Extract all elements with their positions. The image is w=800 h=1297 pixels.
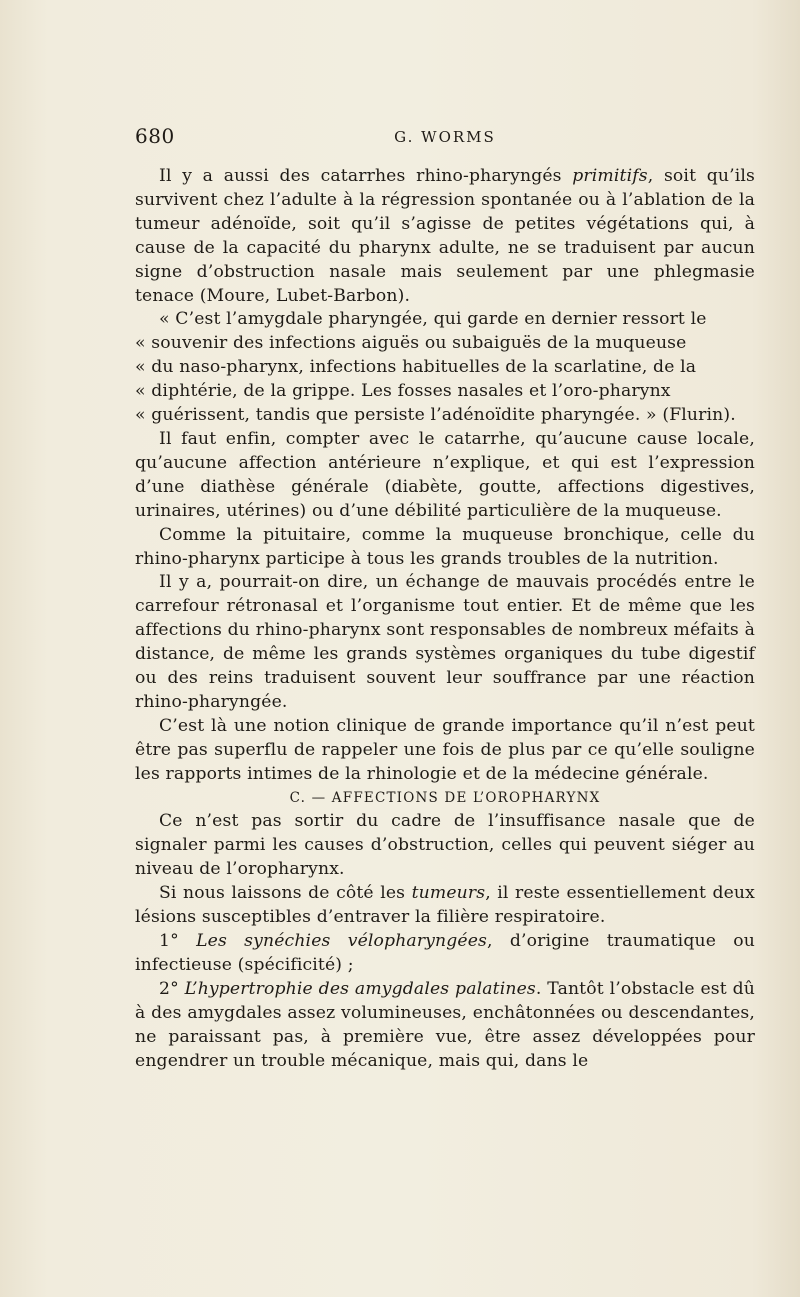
- paragraph: [135, 165, 755, 308]
- page-number: 680: [135, 124, 175, 148]
- quote-line: « souvenir des infections aiguës ou subaiguës de la muqueuse: [135, 333, 687, 354]
- quote-line: « guérissent, tandis que persiste l’adénoïdite pharyngée. » (Flurin).: [135, 405, 736, 426]
- text-run: . Tantôt l’obstacle est dû à des amygdales assez volumineuses, enchâtonnées ou descendantes, ne paraissant pas, à première vue, être assez développées pour engendrer un trouble mécanique, mais qui, dans le: [135, 978, 755, 1071]
- paragraph: Ce n’est pas sortir du cadre de l’insuffisance nasale que de signaler parmi les causes d’obstruction, celles qui peuvent siéger au niveau de l’oropharynx.: [135, 811, 755, 880]
- running-head: G. WORMS: [394, 128, 496, 146]
- text-run: Si nous laissons de côté les: [159, 883, 412, 904]
- quotation: [135, 308, 755, 428]
- paragraph: Il faut enfin, compter avec le catarrhe, qu’aucune cause locale, qu’aucune affection antérieure n’explique, et qui est l’expression d’une diathèse générale (diabète, goutte, affections digestives, urinaires, utérines) ou d’une débilité particulière de la muqueuse.: [135, 428, 755, 521]
- section-heading: C. — AFFECTIONS DE L’OROPHARYNX: [289, 789, 601, 806]
- text-run: Il y a aussi des catarrhes rhino-pharyngés: [159, 166, 573, 186]
- paragraph: C’est là une notion clinique de grande importance qu’il n’est peut être pas superflu de rappeler une fois de plus par ce qu’elle souligne les rapports intimes de la rhinologie et de la médecine générale.: [135, 715, 755, 784]
- list-item: [135, 930, 755, 978]
- text-run: , d’origine traumatique ou infectieuse (spécificité) ;: [135, 931, 755, 975]
- text-run: , il reste essentiellement deux lésions susceptibles d’entraver la filière respiratoire.: [135, 883, 755, 928]
- italic-term: tumeurs: [411, 883, 486, 904]
- quote-line: « du naso-pharynx, infections habituelles de la scarlatine, de la: [135, 357, 697, 378]
- page-header: [135, 124, 755, 154]
- paragraph: Il y a, pourrait-on dire, un échange de mauvais procédés entre le carrefour rétronasal et l’organisme tout entier. Et de même que les affections du rhino-pharynx sont responsables de nombreux méfaits à distance, de même les grands systèmes organiques du tube digestif ou des reins traduisent souvent leur souffrance par une réaction rhino-pharyngée.: [135, 572, 755, 712]
- italic-term: Les synéchies vélopharyngées: [196, 931, 488, 951]
- italic-term: L’hypertrophie des amygdales palatines: [184, 978, 536, 999]
- quote-line: « diphtérie, de la grippe. Les fosses nasales et l’oro-pharynx: [135, 381, 671, 402]
- list-item: [135, 978, 755, 1074]
- item-number: 2°: [159, 978, 185, 999]
- text-run: , soit qu’ils survivent chez l’adulte à la régression spontanée ou à l’ablation de la tumeur adénoïde, soit qu’il s’agisse de petites végétations qui, à cause de la capacité du pharynx adulte, ne se traduisent par aucun signe d’obstruction nasale mais seulement par une phlegmasie tenace (Moure, Lubet-Barbon).: [135, 166, 755, 306]
- paragraph: Comme la pituitaire, comme la muqueuse bronchique, celle du rhino-pharynx participe à tous les grands troubles de la nutrition.: [135, 524, 755, 569]
- body-text: [135, 165, 755, 1073]
- italic-term: primitifs: [572, 166, 648, 186]
- paragraph: [135, 882, 755, 930]
- quote-line: « C’est l’amygdale pharyngée, qui garde en dernier ressort le: [159, 309, 707, 330]
- item-number: 1°: [159, 931, 197, 951]
